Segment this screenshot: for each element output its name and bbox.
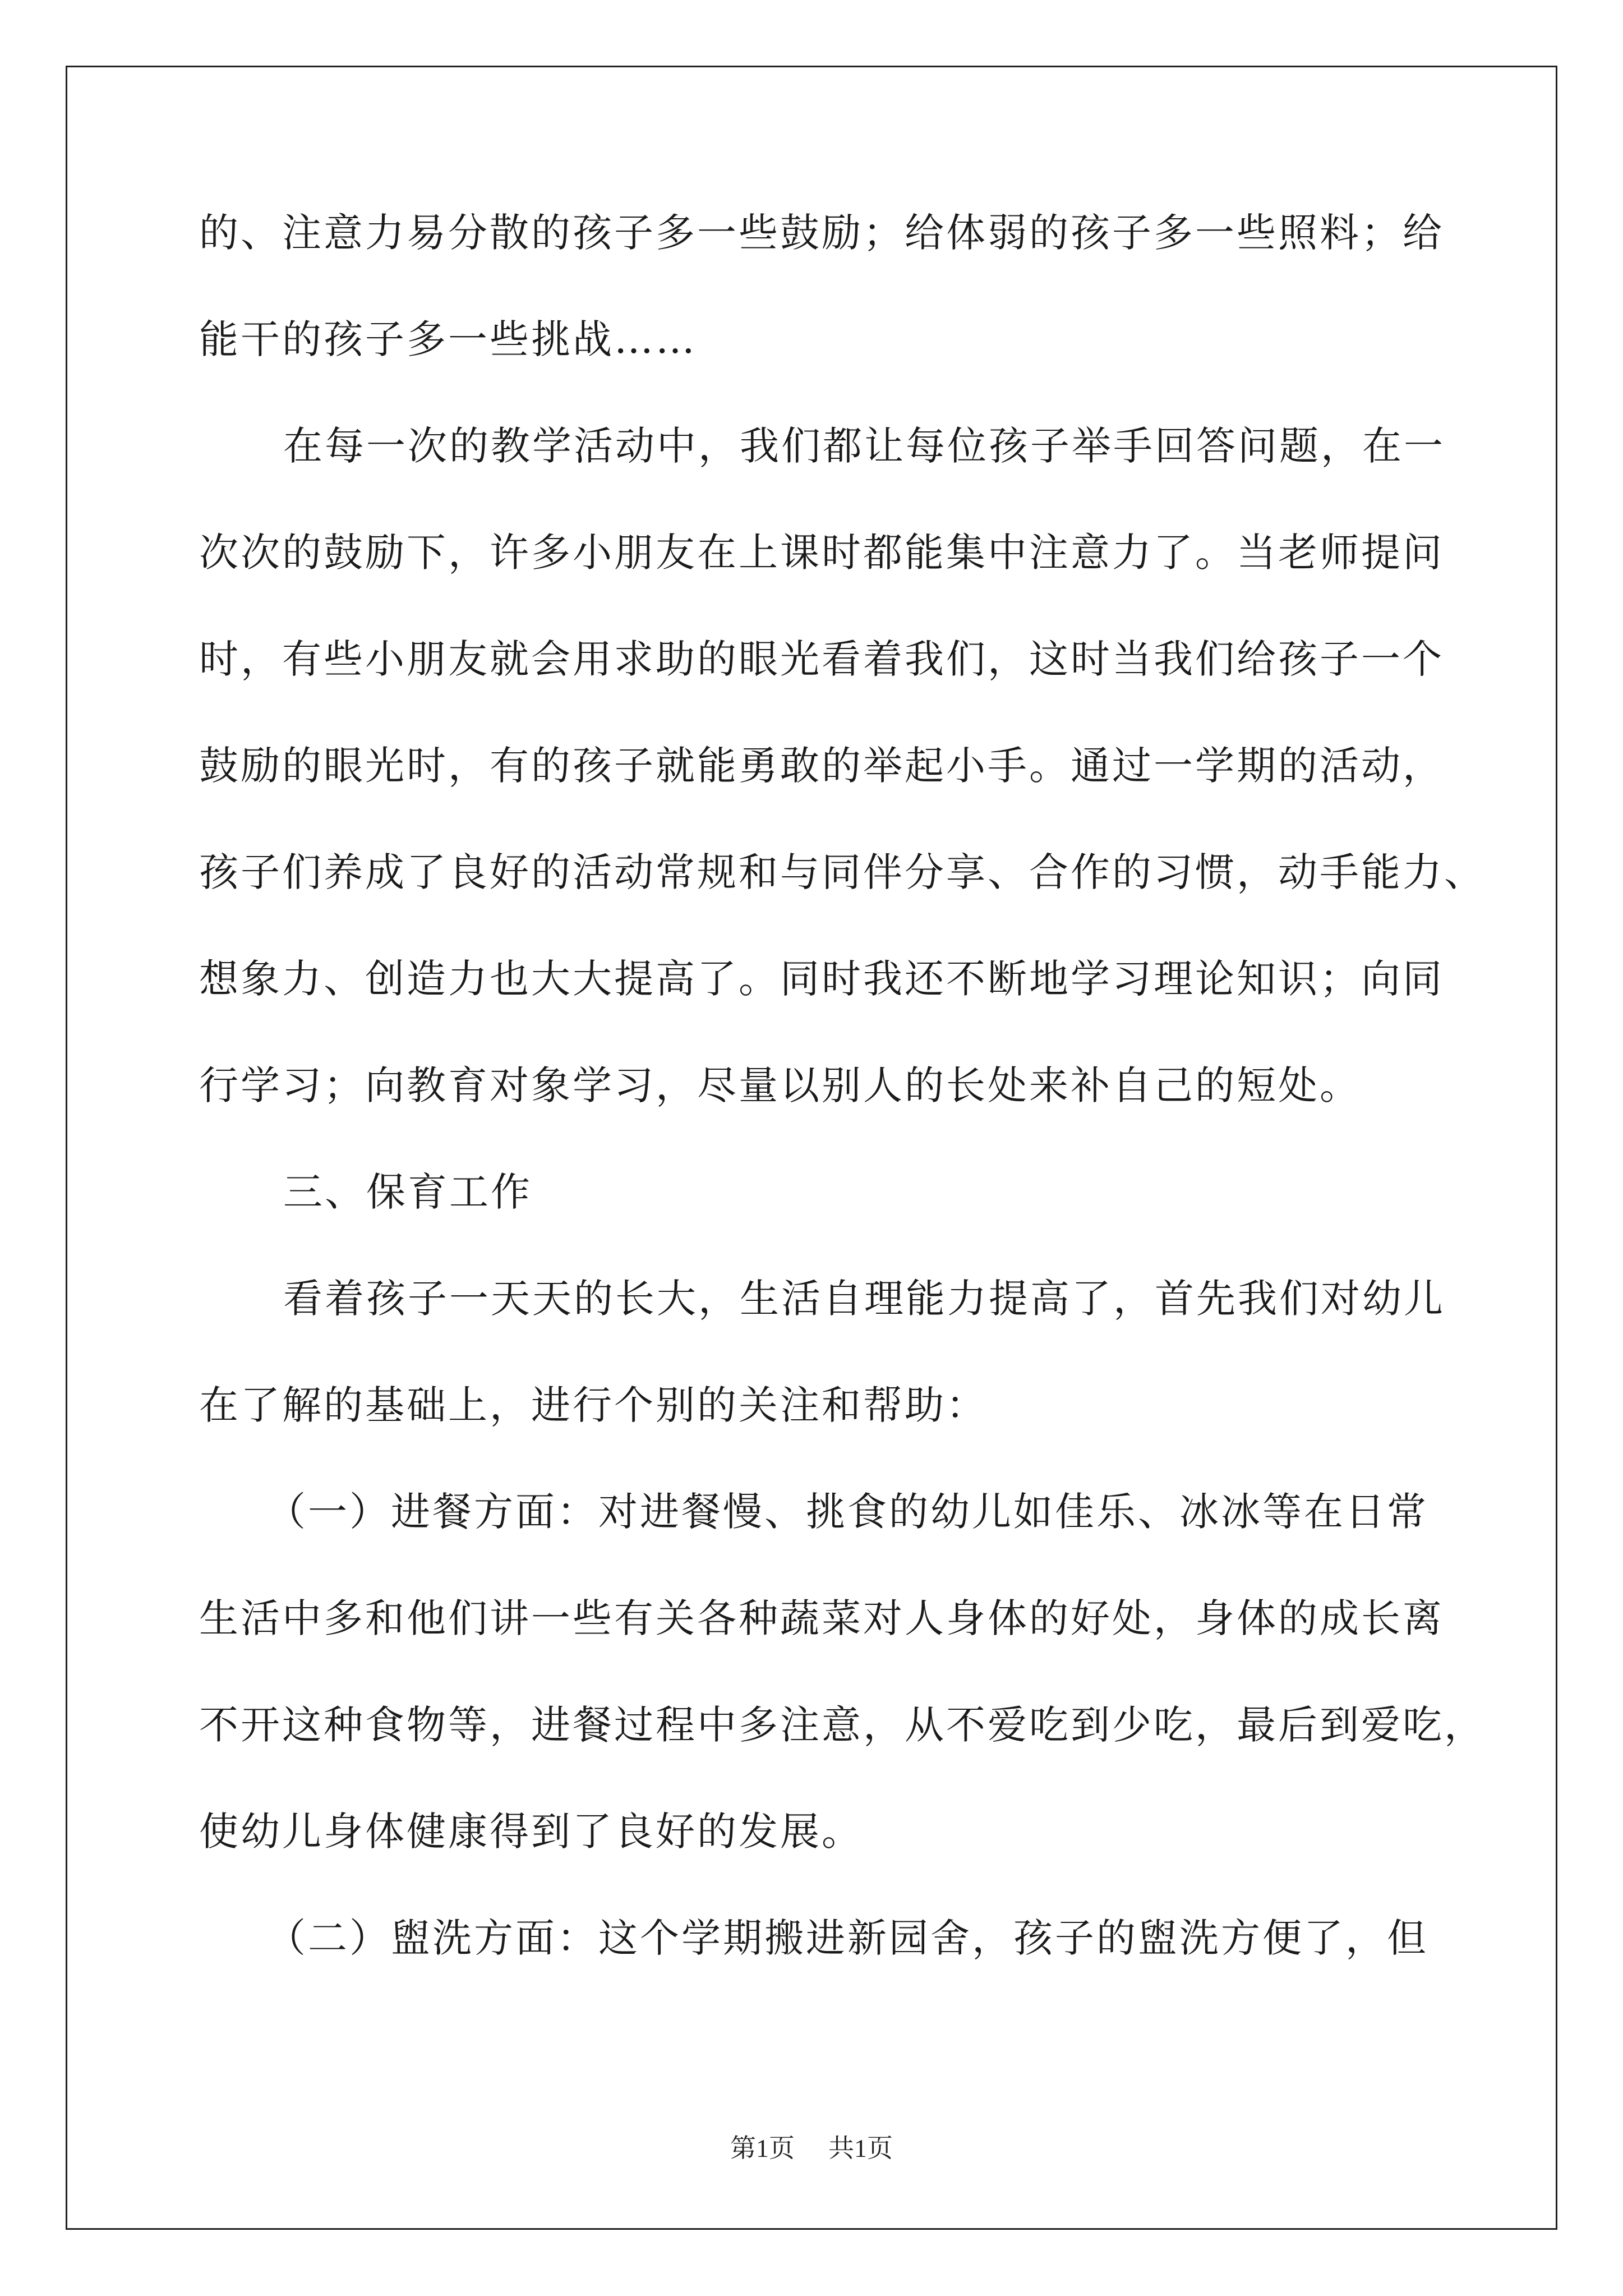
text-line: 次次的鼓励下，许多小朋友在上课时都能集中注意力了。当老师提问 — [199, 530, 1444, 576]
text-line: 不开这种食物等，进餐过程中多注意，从不爱吃到少吃，最后到爱吃， — [199, 1702, 1486, 1748]
text-line: （一）进餐方面：对进餐慢、挑食的幼儿如佳乐、冰冰等在日常 — [266, 1489, 1428, 1535]
text-line: 生活中多和他们讲一些有关各种蔬菜对人身体的好处，身体的成长离 — [199, 1595, 1444, 1641]
text-line: 在了解的基础上，进行个别的关注和帮助： — [199, 1382, 988, 1428]
page-number-current: 第1页 — [730, 2134, 795, 2162]
text-line: 行学习；向教育对象学习，尽量以别人的长处来补自己的短处。 — [199, 1062, 1361, 1108]
text-line: 看着孩子一天天的长大，生活自理能力提高了，首先我们对幼儿 — [283, 1276, 1445, 1322]
section-heading: 三、保育工作 — [283, 1169, 532, 1215]
text-line: 孩子们养成了良好的活动常规和与同伴分享、合作的习惯，动手能力、 — [199, 849, 1486, 895]
text-line: （二）盥洗方面：这个学期搬进新园舍，孩子的盥洗方便了，但 — [266, 1915, 1428, 1961]
page-border — [66, 66, 1557, 2230]
text-line: 时，有些小朋友就会用求助的眼光看着我们，这时当我们给孩子一个 — [199, 636, 1444, 682]
text-line: 鼓励的眼光时，有的孩子就能勇敢的举起小手。通过一学期的活动， — [199, 743, 1444, 789]
text-line: 在每一次的教学活动中，我们都让每位孩子举手回答问题，在一 — [283, 423, 1445, 469]
page-number-total: 共1页 — [828, 2134, 893, 2162]
text-line: 使幼儿身体健康得到了良好的发展。 — [199, 1809, 863, 1855]
text-line: 能干的孩子多一些挑战…… — [199, 316, 697, 362]
page-footer — [0, 2132, 1623, 2165]
text-line: 想象力、创造力也大大提高了。同时我还不断地学习理论知识；向同 — [199, 956, 1444, 1002]
text-line: 的、注意力易分散的孩子多一些鼓励；给体弱的孩子多一些照料；给 — [199, 210, 1444, 256]
